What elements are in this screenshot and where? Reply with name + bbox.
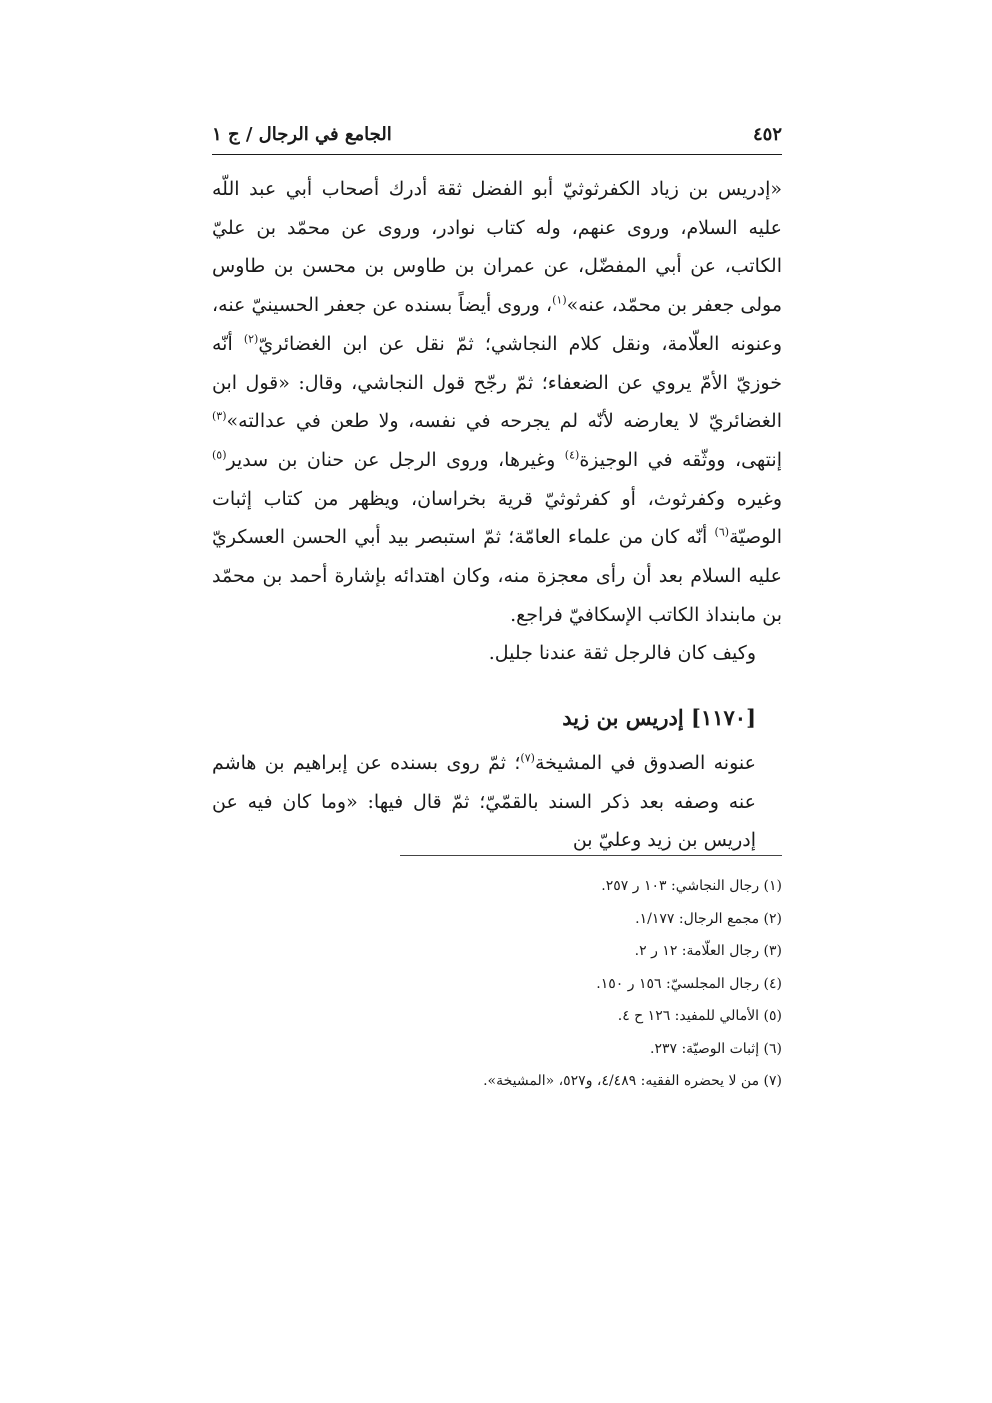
text-run: «إدريس بن زياد الكفرثوثيّ أبو الفضل ثقة أدرك أصحاب أبي عبد اللّه عليه السلام، وروى عنهم، وله كتاب نوادر، وروى عن محمّد بن عليّ الكاتب، عن أبي المفضّل، عن عمران بن طاوس بن محسن بن طاوس مولى جعفر بن محمّد، عنه»: [212, 178, 782, 317]
text-run: ؛ ثمّ روى بسنده عن إبراهيم بن هاشم عنه وصفه بعد ذكر السند بالقمّيّ؛ ثمّ قال فيها: «وما كان فيه عن إدريس بن زيد وعليّ بن: [212, 752, 756, 852]
footnote: (٢) مجمع الرجال: ١/١٧٧.: [635, 910, 782, 927]
text-run: أنّه كان من علماء العامّة؛ ثمّ استبصر بيد أبي الحسن العسكريّ عليه السلام بعد أن رأى معجزة منه، وكان اهتدائه بإشارة أحمد بن محمّد بن مابنداذ الكاتب الإسكافيّ فراجع.: [212, 526, 782, 626]
footnote-divider: [400, 855, 782, 856]
footnote: (٥) الأمالي للمفيد: ١٢٦ ح ٤.: [617, 1008, 782, 1024]
text-run: إنتهى، ووثّقه في الوجيزة: [579, 448, 782, 471]
footnote: (١) رجال النجاشي: ١٠٣ ر ٢٥٧.: [601, 878, 782, 894]
footnote: (٤) رجال المجلسيّ: ١٥٦ ر ١٥٠.: [596, 975, 782, 992]
book-title: الجامع في الرجال / ج ١: [212, 124, 392, 145]
footnotes-list: [212, 870, 782, 1098]
page-number: ٤٥٢: [752, 124, 782, 145]
text-run: وغيرها، وروى الرجل عن حنان بن سدير: [226, 448, 565, 471]
footnote-mark: (٢): [243, 332, 259, 346]
footnote: (٣) رجال العلّامة: ١٢ ر ٢.: [634, 943, 782, 959]
footnote-mark: (٧): [520, 751, 535, 765]
footnote-mark: (٥): [212, 448, 227, 462]
footnote: (٧) من لا يحضره الفقيه: ٤/٤٨٩، و٥٢٧، «المشيخة».: [483, 1073, 782, 1089]
text-run: أنّه خوزيّ الأمّ يروي عن الضعفاء؛ ثمّ رجّح قول النجاشي، وقال: «قول ابن الغضائريّ لا يعارضه لأنّه لم يجرحه في نفسه، ولا طعن في عدالته»: [212, 332, 782, 433]
footnote-mark: (٣): [212, 409, 227, 423]
text-run: عنونه الصدوق في المشيخة: [534, 752, 756, 774]
text-run: وغيره وكفرثوث، أو كفرثوثيّ قرية بخراسان، ويظهر من كتاب إثبات الوصيّة: [212, 487, 782, 549]
main-text: [212, 170, 782, 673]
entry-section: [212, 698, 782, 860]
text-run: ، وروى أيضاً بسنده عن جعفر الحسينيّ عنه، وعنونه العلّامة، ونقل كلام النجاشي؛ ثمّ نقل عن ابن الغضائريّ: [212, 294, 782, 355]
entry-heading: [١١٧٠] إدريس بن زيد: [562, 705, 756, 730]
entry-text: [212, 744, 782, 860]
footnote-mark: (٤): [564, 448, 580, 462]
footnote: (٦) إثبات الوصيّة: ٢٣٧.: [649, 1040, 782, 1057]
paragraph: [212, 170, 782, 634]
paragraph: وكيف كان فالرجل ثقة عندنا جليل.: [488, 642, 756, 665]
footnote-mark: (١): [552, 293, 567, 307]
footnote-mark: (٦): [714, 526, 730, 539]
running-header: [212, 120, 782, 155]
